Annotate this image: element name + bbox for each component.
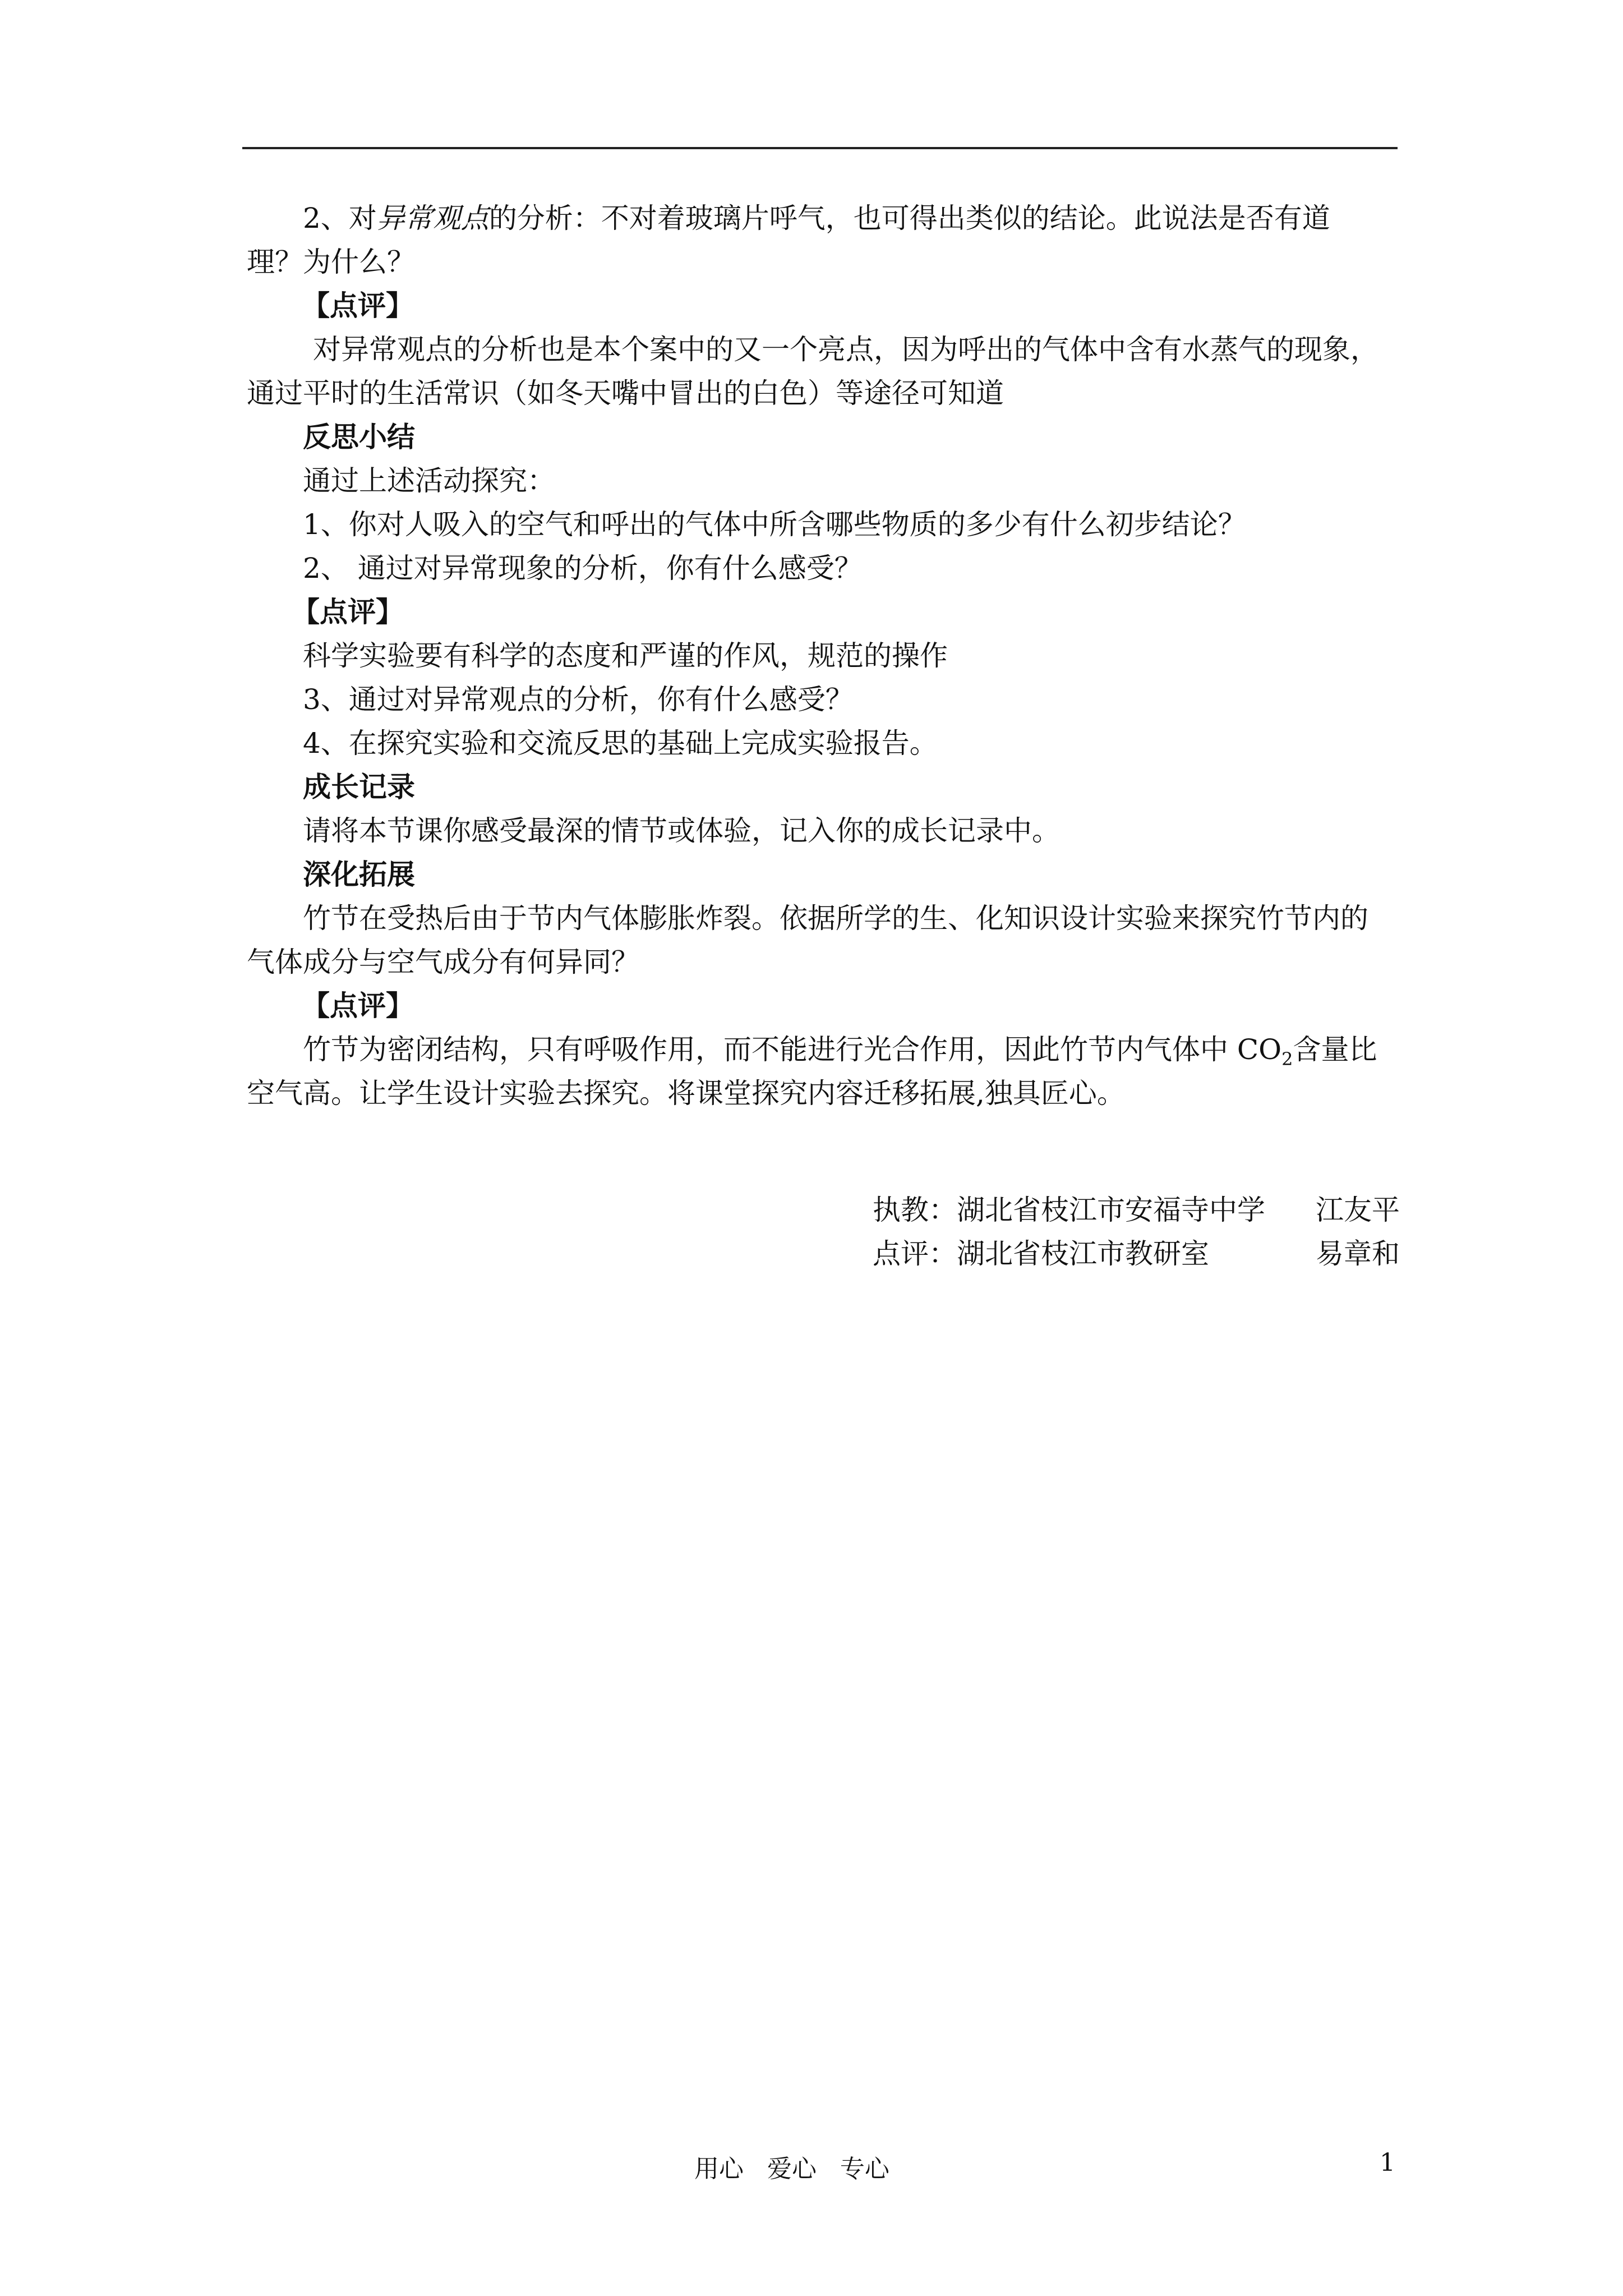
section-heading-growth: 成长记录 xyxy=(303,771,415,803)
comment-heading-3: 【点评】 xyxy=(302,990,414,1022)
comment-1-line-2: 通过平时的生活常识（如冬天嘴中冒出的白色）等途径可知道 xyxy=(247,377,1004,409)
extension-line-2: 气体成分与空气成分有何异同？ xyxy=(247,946,639,978)
reflection-question-3: 3、通过对异常观点的分析，你有什么感受？ xyxy=(303,683,854,716)
reflection-intro: 通过上述活动探究： xyxy=(303,464,555,497)
comment-3-line-2: 空气高。让学生设计实验去探究。将课堂探究内容迁移拓展,独具匠心。 xyxy=(247,1077,1125,1110)
question-2-text: 的分析：不对着玻璃片呼气，也可得出类似的结论。此说法是否有道 xyxy=(488,202,1330,234)
signature-reviewer xyxy=(873,1232,1400,1276)
teacher-label: 执教：湖北省枝江市安福寺中学 xyxy=(873,1194,1265,1226)
reflection-question-2: 2、 通过对异常现象的分析，你有什么感受？ xyxy=(303,552,863,585)
header-rule xyxy=(242,147,1398,149)
section-heading-extension: 深化拓展 xyxy=(303,858,415,891)
reflection-question-4: 4、在探究实验和交流反思的基础上完成实验报告。 xyxy=(303,727,938,760)
question-2-prefix: 2、对 xyxy=(303,202,377,234)
question-2-line-1 xyxy=(247,196,1398,240)
reflection-question-1: 1、你对人吸入的空气和呼出的气体中所含哪些物质的多少有什么初步结论？ xyxy=(303,508,1246,541)
signature-block xyxy=(873,1188,1400,1276)
comment-2: 科学实验要有科学的态度和严谨的作风，规范的操作 xyxy=(303,639,948,672)
comment-3-text-a: 竹节为密闭结构，只有呼吸作用，而不能进行光合作用，因此竹节内气体中 CO xyxy=(303,1033,1282,1066)
reviewer-name: 易章和 xyxy=(1316,1237,1400,1270)
teacher-name: 江友平 xyxy=(1316,1194,1400,1226)
page-number: 1 xyxy=(1380,2148,1395,2177)
page-footer xyxy=(0,2148,1623,2182)
comment-heading-2: 【点评】 xyxy=(292,596,404,628)
extension-line-1: 竹节在受热后由于节内气体膨胀炸裂。依据所学的生、化知识设计实验来探究竹节内的 xyxy=(303,902,1368,935)
question-2-line-2: 理？为什么？ xyxy=(247,246,415,278)
footer-motto: 用心 爱心 专心 xyxy=(694,2155,889,2183)
co2-subscript: 2 xyxy=(1281,1048,1293,1070)
comment-1-line-1: 对异常观点的分析也是本个案中的又一个亮点，因为呼出的气体中含有水蒸气的现象， xyxy=(313,333,1378,366)
section-heading-reflection: 反思小结 xyxy=(303,421,415,453)
question-2-emphasis: 异常观点 xyxy=(376,202,489,234)
comment-3-line-1 xyxy=(247,1028,1398,1071)
signature-teacher xyxy=(873,1188,1400,1232)
comment-heading-1: 【点评】 xyxy=(302,289,414,322)
document-body xyxy=(247,196,1398,1115)
reviewer-label: 点评：湖北省枝江市教研室 xyxy=(873,1237,1209,1270)
growth-text: 请将本节课你感受最深的情节或体验，记入你的成长记录中。 xyxy=(303,815,1060,847)
comment-3-text-b: 含量比 xyxy=(1293,1033,1377,1066)
